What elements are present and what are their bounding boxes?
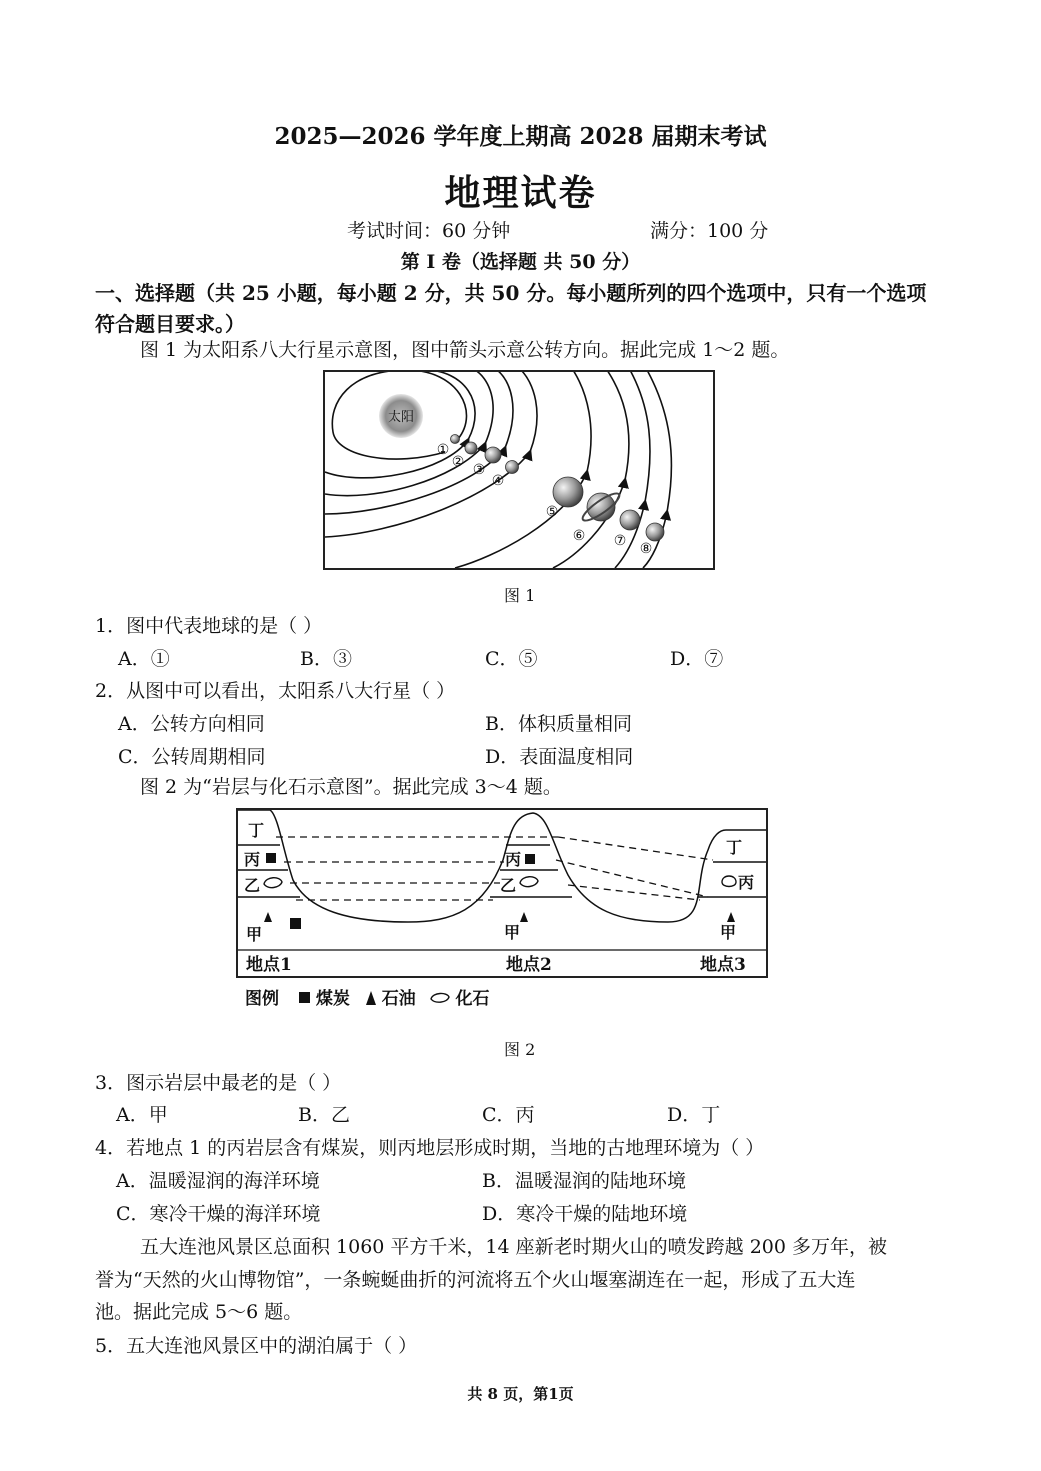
planet-number-6: ⑥ <box>572 528 586 544</box>
site1-label-bing: 丙 <box>244 850 261 869</box>
subject-title: 地理试卷 <box>444 172 597 214</box>
passage-line1: 五大连池风景区总面积 1060 平方千米，14 座新老时期火山的喷发跨越 200 多万年，被 <box>140 1236 887 1258</box>
oil-marker-site2 <box>520 912 528 922</box>
q2-option-a: A．公转方向相同 <box>118 713 265 735</box>
planet-number-1: ① <box>436 442 450 458</box>
passage-line3: 池。据此完成 5～6 题。 <box>95 1301 303 1323</box>
section-instruction-line2: 符合题目要求。） <box>95 312 245 336</box>
q1-option-a: A．① <box>118 648 170 670</box>
q4-stem: 4．若地点 1 的丙岩层含有煤炭，则丙地层形成时期，当地的古地理环境为（ ） <box>95 1137 765 1159</box>
q2-stem: 2．从图中可以看出，太阳系八大行星（ ） <box>95 680 456 702</box>
part-title: 第 I 卷（选择题 共 50 分） <box>400 251 641 273</box>
q2-option-b: B．体积质量相同 <box>485 713 632 735</box>
planet-number-2: ② <box>451 454 465 470</box>
dashed-line-7 <box>568 885 700 900</box>
legend-fossil-icon <box>430 992 450 1004</box>
oil-marker-site3 <box>727 912 735 922</box>
site2-label-jia: 甲 <box>504 923 521 942</box>
q3-stem: 3．图示岩层中最老的是（ ） <box>95 1072 342 1094</box>
q4-option-b: B．温暖湿润的陆地环境 <box>482 1170 686 1192</box>
site3-label-jia: 甲 <box>720 923 737 942</box>
rock-strata-diagram <box>238 810 766 976</box>
site2-label-bing: 丙 <box>505 850 522 869</box>
coal-marker-site2-bing <box>525 854 535 864</box>
q5-stem: 5．五大连池风景区中的湖泊属于（ ） <box>95 1335 418 1357</box>
site3-label-ding: 丁 <box>726 838 743 857</box>
legend-fossil: 化石 <box>455 989 490 1009</box>
legend-oil: 石油 <box>381 989 416 1009</box>
figure2-caption: 图 2 <box>504 1040 536 1059</box>
planet-number-8: ⑧ <box>639 541 653 557</box>
figure2-legend <box>245 984 490 1009</box>
figure2-rock-strata <box>236 808 768 978</box>
site1-label-yi: 乙 <box>244 876 261 895</box>
planet-number-7: ⑦ <box>613 533 627 549</box>
site3-name: 地点3 <box>700 955 746 975</box>
page-footer: 共 8 页，第1页 <box>467 1385 574 1403</box>
coal-marker-site1-deep <box>290 918 301 929</box>
q2-option-c: C．公转周期相同 <box>118 746 266 768</box>
q1-stem: 1．图中代表地球的是（ ） <box>95 615 323 637</box>
passage-line2: 誉为“天然的火山博物馆”，一条蜿蜒曲折的河流将五个火山堰塞湖连在一起，形成了五大连 <box>95 1269 856 1291</box>
figure1-solar-system <box>323 370 715 570</box>
legend-coal: 煤炭 <box>315 989 350 1009</box>
figure1-intro: 图 1 为太阳系八大行星示意图，图中箭头示意公转方向。据此完成 1～2 题。 <box>140 339 790 361</box>
planet-2 <box>465 442 477 454</box>
fossil-marker-site2 <box>520 877 538 887</box>
sun-label: 太阳 <box>387 410 415 425</box>
legend-label: 图例 <box>245 989 279 1009</box>
planet-5 <box>553 477 583 507</box>
site1-label-jia: 甲 <box>246 925 263 944</box>
section-instruction-line1: 一、选择题（共 25 小题，每小题 2 分，共 50 分。每小题所列的四个选项中，只有一个选项 <box>95 281 927 305</box>
planet-3 <box>485 447 501 463</box>
site2-name: 地点2 <box>506 955 552 975</box>
planet-4 <box>506 461 519 474</box>
site1-label-ding: 丁 <box>248 821 265 840</box>
oil-marker-site1 <box>264 912 272 922</box>
site3-label-bing: 丙 <box>738 873 755 892</box>
q1-option-c: C．⑤ <box>485 648 538 670</box>
legend-coal-icon <box>299 992 310 1003</box>
coal-marker-site1-bing <box>266 853 276 863</box>
exam-title: 2025—2026 学年度上期高 2028 届期末考试 <box>274 123 767 150</box>
q3-option-c: C．丙 <box>482 1104 535 1126</box>
q4-option-c: C．寒冷干燥的海洋环境 <box>116 1203 321 1225</box>
legend-oil-icon <box>366 991 376 1005</box>
figure1-caption: 图 1 <box>504 586 536 605</box>
planet-number-3: ③ <box>472 462 486 478</box>
q4-option-d: D．寒冷干燥的陆地环境 <box>482 1203 688 1225</box>
q3-option-d: D．丁 <box>667 1104 721 1126</box>
planet-8 <box>646 523 664 541</box>
fossil-marker-site1 <box>264 878 282 888</box>
fossil-marker-site3 <box>722 876 736 887</box>
planet-7 <box>620 510 640 530</box>
q1-option-b: B．③ <box>300 648 352 670</box>
dashed-line-2 <box>558 837 713 860</box>
q2-option-d: D．表面温度相同 <box>485 746 634 768</box>
site2-label-yi: 乙 <box>500 876 517 895</box>
planet-number-4: ④ <box>491 473 505 489</box>
q3-option-a: A．甲 <box>116 1104 168 1126</box>
q1-option-d: D．⑦ <box>670 648 724 670</box>
figure2-intro: 图 2 为“岩层与化石示意图”。据此完成 3～4 题。 <box>140 776 562 798</box>
exam-time: 考试时间：60 分钟 <box>347 220 511 242</box>
q4-option-a: A．温暖湿润的海洋环境 <box>116 1170 320 1192</box>
q3-option-b: B．乙 <box>298 1104 350 1126</box>
planet-1 <box>451 435 460 444</box>
solar-system-diagram <box>325 372 713 568</box>
site1-terrain <box>238 810 766 922</box>
planet-number-5: ⑤ <box>545 504 559 520</box>
site1-name: 地点1 <box>246 955 292 975</box>
full-score: 满分：100 分 <box>650 220 769 242</box>
